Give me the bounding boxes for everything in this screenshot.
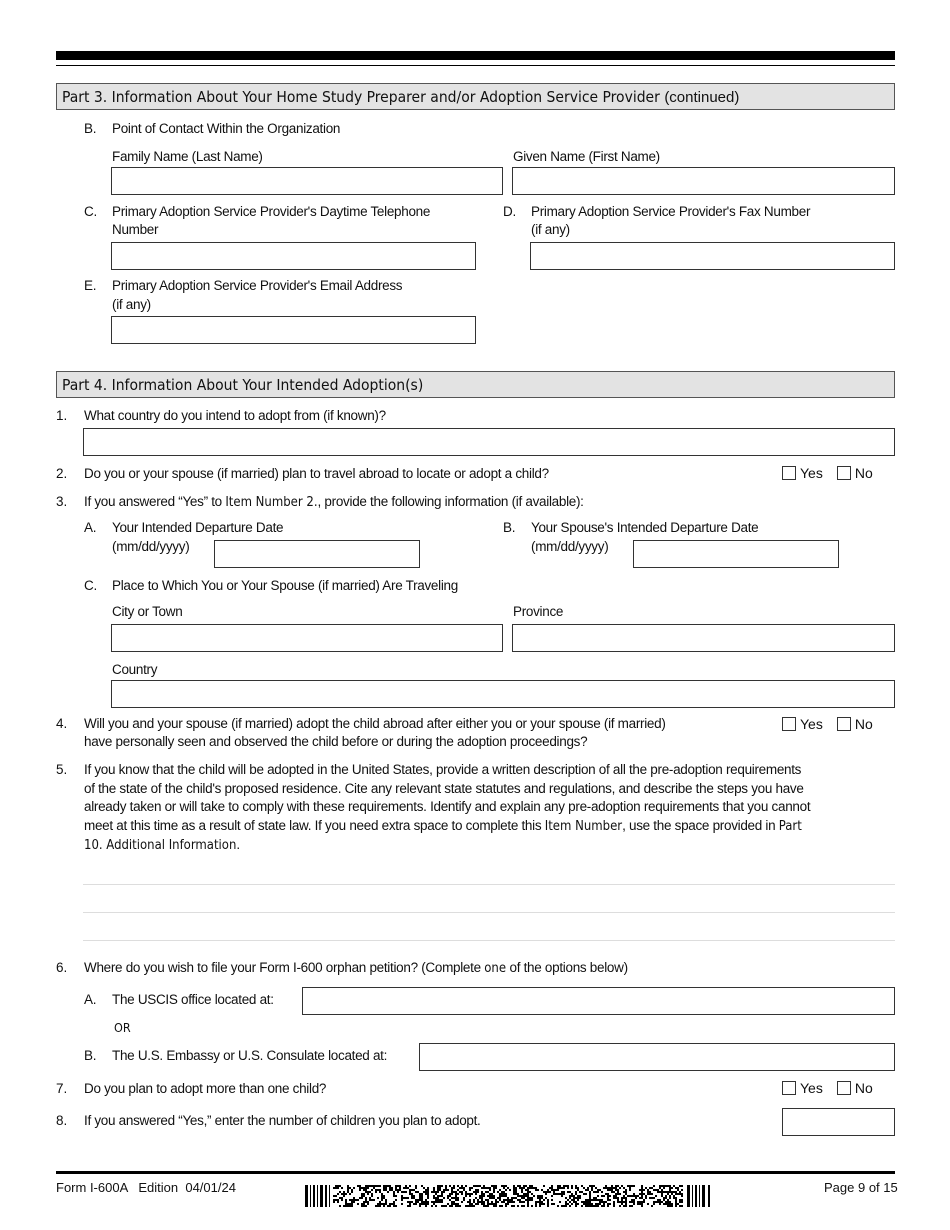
- q3-text-a: If you answered “Yes” to: [84, 494, 226, 509]
- top-thin-rule: [56, 65, 895, 66]
- q6-number: 6.: [56, 960, 68, 975]
- part3-title: Part 3. Information About Your Home Study Preparer and/or Adoption Service Provider: [62, 88, 660, 106]
- q3b-label-1: Your Spouse's Intended Departure Date: [531, 520, 759, 535]
- footer-page: Page 9 of 15: [824, 1180, 898, 1195]
- q7-label: Do you plan to adopt more than one child?: [84, 1081, 327, 1096]
- family-name-input[interactable]: [111, 167, 503, 195]
- q3a-label-1: Your Intended Departure Date: [112, 520, 284, 535]
- children-count-input[interactable]: [782, 1108, 895, 1136]
- q3b-label-2: (mm/dd/yyyy): [531, 539, 609, 554]
- q8-number: 8.: [56, 1113, 68, 1128]
- q7-yes-checkbox[interactable]: [782, 1081, 796, 1095]
- spouse-departure-date-input[interactable]: [633, 540, 839, 568]
- item-b-label: Point of Contact Within the Organization: [112, 121, 341, 136]
- q5-answer-line-1: [83, 884, 895, 885]
- city-label: City or Town: [112, 604, 183, 619]
- item-c-letter: C.: [84, 204, 97, 219]
- q5-number: 5.: [56, 762, 68, 777]
- embassy-input[interactable]: [419, 1043, 895, 1071]
- q7-options: [782, 1080, 873, 1096]
- q5-line-5-end: .: [236, 837, 240, 852]
- q4-label-1: Will you and your spouse (if married) adopt the child abroad after either you or your spouse (if married): [84, 716, 666, 731]
- given-name-label: Given Name (First Name): [513, 149, 660, 164]
- q5-answer-line-2: [83, 912, 895, 913]
- q5-answer-line-3: [83, 940, 895, 941]
- q5-item-ref: Item Number: [544, 819, 623, 834]
- q6-label: [84, 959, 628, 978]
- item-c-label-1: Primary Adoption Service Provider's Daytime Telephone: [112, 204, 431, 219]
- q6a-label: The USCIS office located at:: [112, 992, 274, 1007]
- q2-no-checkbox[interactable]: [837, 466, 851, 480]
- family-name-label: Family Name (Last Name): [112, 149, 263, 164]
- q5-line-1: If you know that the child will be adopted in the United States, provide a written description of all the pre-adoption requirements: [84, 762, 802, 777]
- q3a-label-2: (mm/dd/yyyy): [112, 539, 190, 554]
- q4-yes-label: Yes: [800, 716, 823, 732]
- q2-number: 2.: [56, 466, 68, 481]
- email-input[interactable]: [111, 316, 476, 344]
- barcode-image: [305, 1185, 713, 1207]
- q6b-letter: B.: [84, 1048, 97, 1063]
- q3c-label: Place to Which You or Your Spouse (if married) Are Traveling: [112, 578, 458, 593]
- top-rule: [56, 51, 895, 60]
- part4-title: Part 4. Information About Your Intended Adoption(s): [62, 376, 424, 394]
- q5-line-4b: , use the space provided in: [622, 818, 779, 833]
- item-e-letter: E.: [84, 278, 97, 293]
- q7-yes-label: Yes: [800, 1080, 823, 1096]
- or-label: OR: [114, 1020, 131, 1035]
- q5-answer-area[interactable]: [83, 856, 895, 942]
- q2-no-label: No: [854, 465, 873, 481]
- bottom-rule: [56, 1171, 895, 1174]
- q7-number: 7.: [56, 1081, 68, 1096]
- footer-form: Form I-600A Edition 04/01/24: [56, 1180, 236, 1195]
- q2-yes-label: Yes: [800, 465, 823, 481]
- province-label: Province: [513, 604, 564, 619]
- q3-label: [84, 493, 584, 512]
- item-c-label-2: Number: [112, 222, 159, 237]
- item-e-label-2: (if any): [112, 297, 151, 312]
- part4-header: [56, 371, 895, 398]
- departure-date-input[interactable]: [214, 540, 420, 568]
- q2-yes-checkbox[interactable]: [782, 466, 796, 480]
- q6-one: one: [484, 961, 507, 976]
- q3b-letter: B.: [503, 520, 516, 535]
- q3-item-ref: Item Number 2.: [225, 495, 318, 510]
- item-d-label-1: Primary Adoption Service Provider's Fax Number: [531, 204, 811, 219]
- q6b-label: The U.S. Embassy or U.S. Consulate located at:: [112, 1048, 388, 1063]
- q8-label: If you answered “Yes,” enter the number of children you plan to adopt.: [84, 1113, 481, 1128]
- q4-no-checkbox[interactable]: [837, 717, 851, 731]
- q5-line-2: of the state of the child's proposed residence. Cite any relevant state statutes and regulations, and describe the steps you have: [84, 781, 804, 796]
- q4-label-2: have personally seen and observed the child before or during the adoption proceedings?: [84, 734, 588, 749]
- q4-options: [782, 716, 873, 732]
- given-name-input[interactable]: [512, 167, 895, 195]
- part3-header: [56, 83, 895, 110]
- q2-options: [782, 465, 873, 481]
- telephone-input[interactable]: [111, 242, 476, 270]
- q7-no-checkbox[interactable]: [837, 1081, 851, 1095]
- q5-part-ref-2: 10. Additional Information: [84, 838, 237, 853]
- uscis-office-input[interactable]: [302, 987, 895, 1015]
- country-label: Country: [112, 662, 158, 677]
- q4-number: 4.: [56, 716, 68, 731]
- item-d-label-2: (if any): [531, 222, 570, 237]
- q5-line-5: [84, 836, 240, 855]
- q7-no-label: No: [854, 1080, 873, 1096]
- fax-input[interactable]: [530, 242, 895, 270]
- item-b-letter: B.: [84, 121, 97, 136]
- q6-text-a: Where do you wish to file your Form I-600 orphan petition? (Complete: [84, 960, 485, 975]
- q2-label: Do you or your spouse (if married) plan to travel abroad to locate or adopt a child?: [84, 466, 549, 481]
- q4-no-label: No: [854, 716, 873, 732]
- province-input[interactable]: [512, 624, 895, 652]
- part3-title-suffix: (continued): [664, 89, 740, 106]
- q3a-letter: A.: [84, 520, 97, 535]
- q1-label: What country do you intend to adopt from (if known)?: [84, 408, 386, 423]
- q5-line-4a: meet at this time as a result of state law. If you need extra space to complete this: [84, 818, 545, 833]
- country-input[interactable]: [111, 680, 895, 708]
- city-input[interactable]: [111, 624, 503, 652]
- q5-part-ref: Part: [778, 819, 802, 834]
- q6-text-b: of the options below): [506, 960, 628, 975]
- q1-number: 1.: [56, 408, 68, 423]
- q6a-letter: A.: [84, 992, 97, 1007]
- q5-line-4: [84, 817, 802, 836]
- item-d-letter: D.: [503, 204, 516, 219]
- q3-text-b: , provide the following information (if available):: [317, 494, 584, 509]
- item-e-label-1: Primary Adoption Service Provider's Email Address: [112, 278, 403, 293]
- q3-number: 3.: [56, 494, 68, 509]
- q5-line-3: already taken or will take to comply with these requirements. Identify and explain any pre-adoption requirements that you cannot: [84, 799, 811, 814]
- country-adopt-input[interactable]: [83, 428, 895, 456]
- q3c-letter: C.: [84, 578, 97, 593]
- q4-yes-checkbox[interactable]: [782, 717, 796, 731]
